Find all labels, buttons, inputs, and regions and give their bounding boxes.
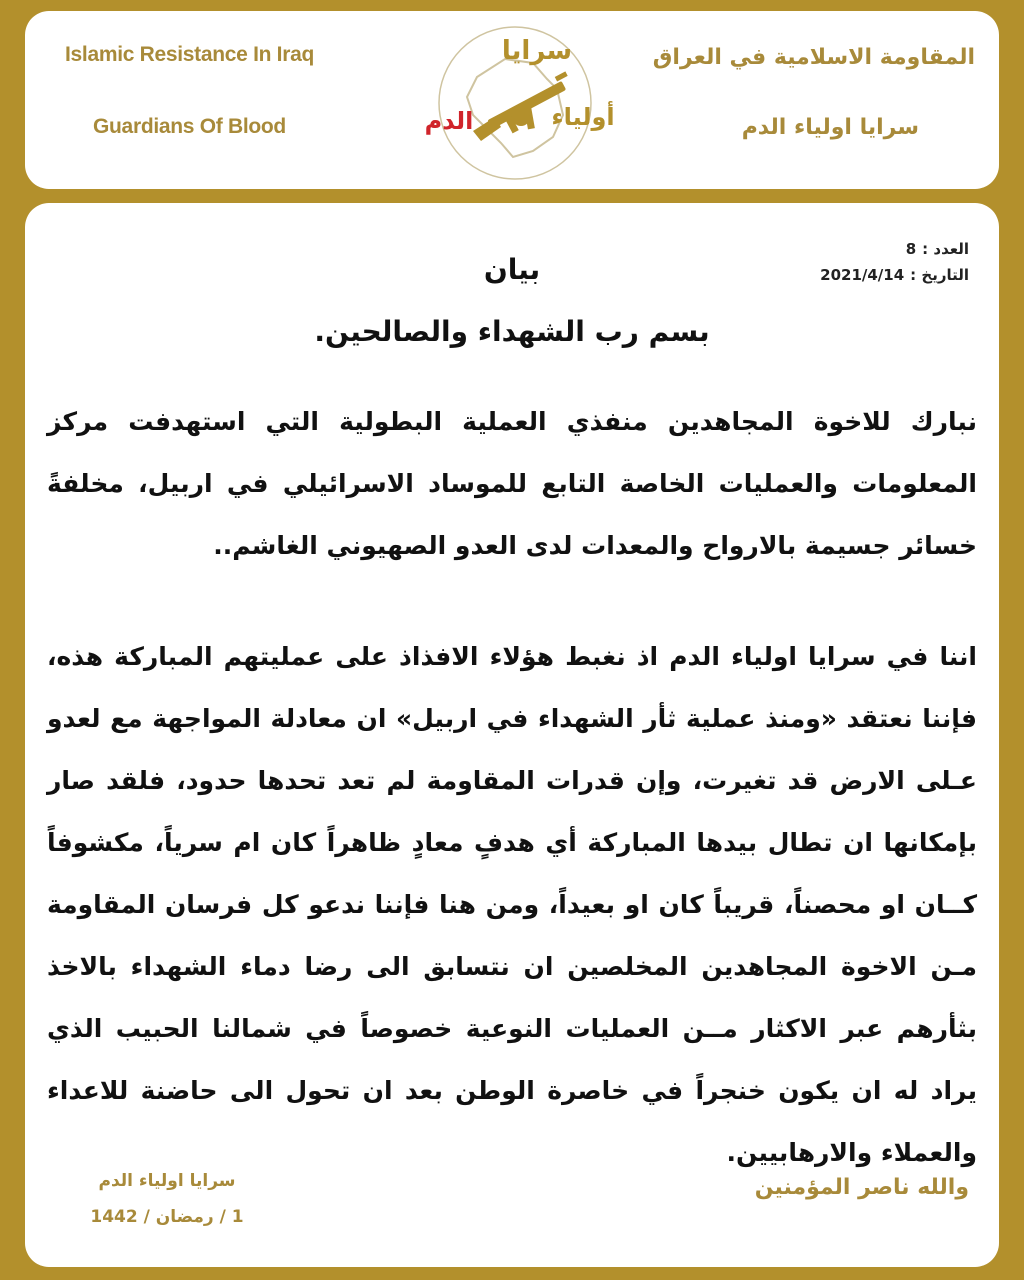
signature-name: سرايا اولياء الدم xyxy=(98,1171,236,1191)
header-card xyxy=(25,11,999,189)
paragraph-1: نبارك للاخوة المجاهدين منفذي العملية البطولية التي استهدفت مركز المعلومات والعمليات الخاصة التابع للموساد الاسرائيلي في اربيل، مخلفةً خسائر جسيمة بالارواح والمعدات لدى العدو الصهيوني الغاشم.. xyxy=(47,407,977,560)
number-value: 8 xyxy=(905,240,917,258)
date-value: 2021/4/14 xyxy=(820,266,905,284)
basmala: بسم رب الشهداء والصالحين. xyxy=(314,315,710,348)
group-name-arabic: سرايا اولياء الدم xyxy=(741,115,919,140)
paragraph-2: اننا في سرايا اولياء الدم اذ نغبط هؤلاء الافذاذ على عمليتهم المباركة هذه، فإننا نعتقد «ومنذ عملية ثأر الشهداء في اربيل» ان معادلة المواجهة مع لعدو عـلى الارض قد تغيرت، وإن قدرات المقاومة لم تعد تحدها حدود، فلقد صار بإمكانها ان تطال بيدها المباركة أي هدفٍ معادٍ ظاهراً كان ام سرياً، مكشوفاً كــان او محصناً، قريباً كان او بعيداً، ومن هنا فإننا ندعو كل فرسان المقاومة مـن الاخوة المجاهدين المخلصين ان نتسابق الى رضا دماء الشهداء بالاخذ بثأرهم عبر الاكثار مــن العمليات النوعية خصوصاً في شمالنا الحبيب الذي يراد له ان يكون خنجراً في خاصرة الوطن بعد ان تحول الى حاضنة للاعداء والعملاء والارهابيين. xyxy=(47,642,977,1167)
org-name-english: Islamic Resistance In Iraq xyxy=(65,43,314,66)
date-label: التاريخ : xyxy=(910,266,969,284)
closing-phrase: والله ناصر المؤمنين xyxy=(754,1175,969,1200)
logo-text-top: سرايا xyxy=(501,36,573,66)
logo-text-right: أولياء xyxy=(551,103,615,131)
statement-title: بيان xyxy=(483,253,541,286)
signature-date: 1 / رمضان / 1442 xyxy=(90,1207,244,1227)
signature-block xyxy=(57,1163,277,1235)
group-name-english: Guardians Of Blood xyxy=(93,115,286,138)
rifle-over-iraq-map-emblem-icon xyxy=(415,19,615,184)
org-name-arabic: المقاومة الاسلامية في العراق xyxy=(652,45,975,70)
logo-text-left: الدم xyxy=(424,107,474,135)
number-label: العدد : xyxy=(922,240,969,258)
statement-card xyxy=(25,203,999,1267)
